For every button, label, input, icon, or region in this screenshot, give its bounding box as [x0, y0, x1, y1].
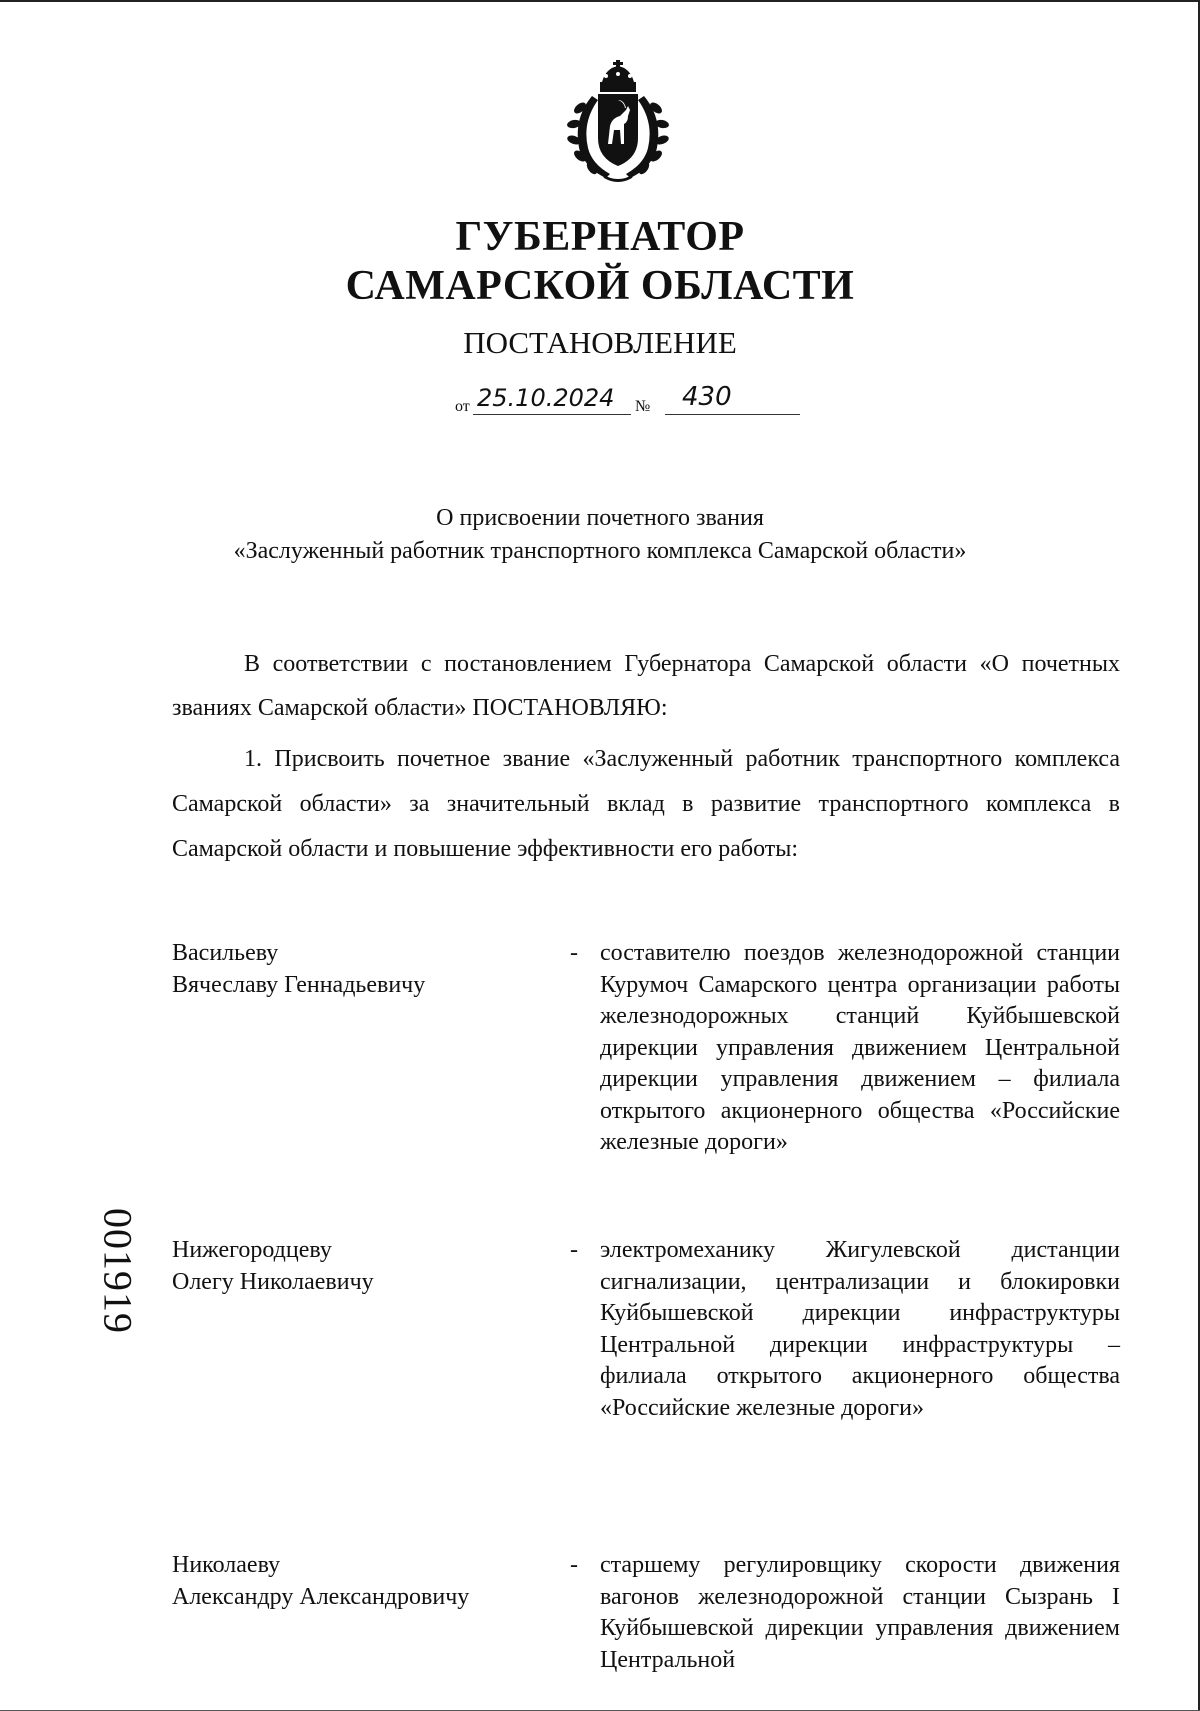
recipient-dash: -: [570, 1237, 578, 1263]
date-prefix: от: [455, 398, 470, 415]
preamble-paragraph: В соответствии с постановлением Губернатора Самарской области «О почетных званиях Самарской области» ПОСТАНОВЛЯЮ:: [172, 651, 1120, 721]
coat-of-arms-emblem: [562, 60, 674, 184]
handwritten-number: 430: [682, 382, 732, 412]
document-type: ПОСТАНОВЛЕНИЕ: [463, 325, 737, 360]
recipient-surname: Нижегородцеву: [172, 1237, 332, 1263]
dateline: [455, 382, 855, 422]
number-underline: [665, 414, 800, 415]
subject-line-2: «Заслуженный работник транспортного комплекса Самарской области»: [233, 538, 967, 564]
recipient-position: старшему регулировщику скорости движения вагонов железнодорожной станции Сызрань I Куйбышевской дирекции управления движением Центральной: [600, 1552, 1120, 1673]
recipient-name: [172, 1550, 572, 1613]
document-subject: [0, 502, 1200, 568]
recipient-dash: -: [570, 940, 578, 966]
recipient-dash: -: [570, 1552, 578, 1578]
recipient-surname: Николаеву: [172, 1552, 281, 1578]
recipient-given-names: Олегу Николаевичу: [172, 1268, 374, 1295]
item-1-paragraph: 1. Присвоить почетное звание «Заслуженный работник транспортного комплекса Самарской области» за значительный вклад в развитие транспортного комплекса в Самарской области и повышение эффективности его работы:: [172, 746, 1120, 862]
recipient-position: электромеханику Жигулевской дистанции сигнализации, централизации и блокировки Куйбышевской дирекции инфраструктуры Центральной дирекции инфраструктуры – филиала открытого акционерного общества «Российские железные дороги»: [600, 1237, 1120, 1421]
number-label: №: [635, 398, 651, 415]
title-governor: ГУБЕРНАТОР: [455, 214, 745, 260]
date-underline: [473, 414, 631, 415]
recipient-given-names: Александру Александровичу: [172, 1583, 470, 1610]
handwritten-date: 25.10.2024: [477, 384, 615, 412]
serial-number: [88, 1181, 148, 1361]
recipient-surname: Васильеву: [172, 940, 279, 966]
page-edge-top: [0, 0, 1200, 2]
recipient-name: [172, 938, 572, 1001]
recipient-given-names: Вячеславу Геннадьевичу: [172, 971, 426, 998]
subject-line-1: О присвоении почетного звания: [436, 505, 764, 531]
recipient-position: составителю поездов железнодорожной станции Курумоч Самарского центра организации работы железнодорожных станций Куйбышевской дирекции управления движением Центральной дирекции управления движением – филиала открытого акционерного общества «Российские железные дороги»: [600, 940, 1120, 1155]
serial-number-text: 001919: [95, 1208, 141, 1334]
recipient-name: [172, 1235, 572, 1298]
title-region: САМАРСКОЙ ОБЛАСТИ: [345, 263, 855, 309]
